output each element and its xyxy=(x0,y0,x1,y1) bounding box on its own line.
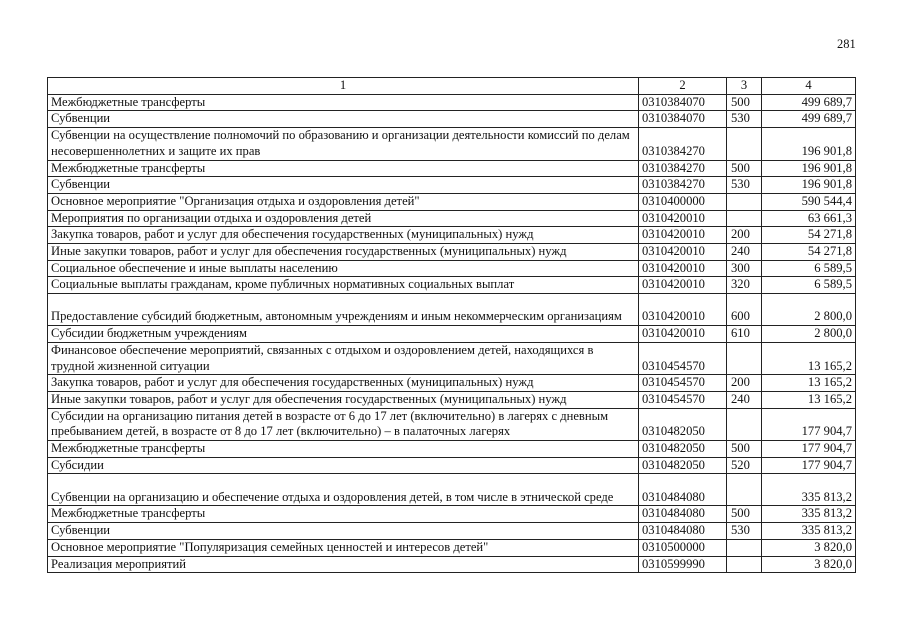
row-name-cell: Предоставление субсидий бюджетным, автономным учреждениям и иным некоммерческим организациям xyxy=(48,294,639,326)
row-amount-cell: 499 689,7 xyxy=(762,94,856,111)
table-row xyxy=(48,294,856,326)
table-row xyxy=(48,177,856,194)
table-row xyxy=(48,193,856,210)
table-row xyxy=(48,277,856,294)
row-amount-cell: 177 904,7 xyxy=(762,441,856,458)
row-code-cell: 0310454570 xyxy=(639,342,727,374)
table-row xyxy=(48,556,856,573)
row-type-cell xyxy=(727,408,762,440)
row-amount-cell: 54 271,8 xyxy=(762,244,856,261)
row-type-cell: 500 xyxy=(727,441,762,458)
table-row xyxy=(48,474,856,506)
row-name-cell: Реализация мероприятий xyxy=(48,556,639,573)
row-type-cell: 600 xyxy=(727,294,762,326)
table-row xyxy=(48,342,856,374)
row-code-cell: 0310454570 xyxy=(639,391,727,408)
row-code-cell: 0310482050 xyxy=(639,408,727,440)
row-code-cell: 0310384270 xyxy=(639,128,727,160)
row-amount-cell: 335 813,2 xyxy=(762,523,856,540)
row-code-cell: 0310384070 xyxy=(639,111,727,128)
table-row xyxy=(48,160,856,177)
row-code-cell: 0310384270 xyxy=(639,177,727,194)
row-amount-cell: 54 271,8 xyxy=(762,227,856,244)
row-amount-cell: 590 544,4 xyxy=(762,193,856,210)
row-code-cell: 0310420010 xyxy=(639,244,727,261)
row-amount-cell: 13 165,2 xyxy=(762,375,856,392)
row-name-cell: Мероприятия по организации отдыха и оздоровления детей xyxy=(48,210,639,227)
row-type-cell xyxy=(727,193,762,210)
table-row xyxy=(48,128,856,160)
row-code-cell: 0310384070 xyxy=(639,94,727,111)
row-type-cell xyxy=(727,342,762,374)
row-name-cell: Межбюджетные трансферты xyxy=(48,441,639,458)
row-type-cell: 200 xyxy=(727,375,762,392)
row-type-cell: 500 xyxy=(727,506,762,523)
table-row xyxy=(48,441,856,458)
row-amount-cell: 335 813,2 xyxy=(762,506,856,523)
row-name-cell: Закупка товаров, работ и услуг для обеспечения государственных (муниципальных) нужд xyxy=(48,375,639,392)
row-name-cell: Субвенции на осуществление полномочий по образованию и организации деятельности комиссий по делам несовершеннолетних и защите их прав xyxy=(48,128,639,160)
row-code-cell: 0310384270 xyxy=(639,160,727,177)
row-amount-cell: 2 800,0 xyxy=(762,294,856,326)
row-type-cell xyxy=(727,210,762,227)
row-code-cell: 0310420010 xyxy=(639,277,727,294)
row-amount-cell: 2 800,0 xyxy=(762,326,856,343)
row-name-cell: Субвенции на организацию и обеспечение отдыха и оздоровления детей, в том числе в этнической среде xyxy=(48,474,639,506)
row-type-cell: 240 xyxy=(727,244,762,261)
table-row xyxy=(48,326,856,343)
row-name-cell: Межбюджетные трансферты xyxy=(48,94,639,111)
row-name-cell: Субвенции xyxy=(48,111,639,128)
row-type-cell: 610 xyxy=(727,326,762,343)
row-amount-cell: 177 904,7 xyxy=(762,457,856,474)
row-type-cell: 530 xyxy=(727,523,762,540)
column-header-amount: 4 xyxy=(762,78,856,95)
row-amount-cell: 196 901,8 xyxy=(762,128,856,160)
row-name-cell: Субвенции xyxy=(48,523,639,540)
row-code-cell: 0310420010 xyxy=(639,210,727,227)
table-row xyxy=(48,260,856,277)
row-amount-cell: 3 820,0 xyxy=(762,539,856,556)
table-row xyxy=(48,111,856,128)
table-row xyxy=(48,244,856,261)
row-amount-cell: 177 904,7 xyxy=(762,408,856,440)
row-type-cell: 240 xyxy=(727,391,762,408)
row-name-cell: Закупка товаров, работ и услуг для обеспечения государственных (муниципальных) нужд xyxy=(48,227,639,244)
table-row xyxy=(48,539,856,556)
row-name-cell: Социальное обеспечение и иные выплаты населению xyxy=(48,260,639,277)
table-row xyxy=(48,506,856,523)
row-type-cell: 530 xyxy=(727,111,762,128)
row-amount-cell: 13 165,2 xyxy=(762,391,856,408)
row-name-cell: Субсидии xyxy=(48,457,639,474)
row-amount-cell: 63 661,3 xyxy=(762,210,856,227)
row-name-cell: Основное мероприятие "Популяризация семейных ценностей и интересов детей" xyxy=(48,539,639,556)
table-row xyxy=(48,210,856,227)
row-name-cell: Иные закупки товаров, работ и услуг для обеспечения государственных (муниципальных) нужд xyxy=(48,391,639,408)
table-row xyxy=(48,375,856,392)
row-code-cell: 0310484080 xyxy=(639,506,727,523)
row-name-cell: Межбюджетные трансферты xyxy=(48,506,639,523)
row-type-cell xyxy=(727,556,762,573)
row-amount-cell: 196 901,8 xyxy=(762,160,856,177)
row-name-cell: Иные закупки товаров, работ и услуг для обеспечения государственных (муниципальных) нужд xyxy=(48,244,639,261)
row-code-cell: 0310420010 xyxy=(639,294,727,326)
row-name-cell: Финансовое обеспечение мероприятий, связанных с отдыхом и оздоровлением детей, находящихся в трудной жизненной ситуации xyxy=(48,342,639,374)
column-number-header-row xyxy=(48,78,856,95)
row-type-cell xyxy=(727,539,762,556)
row-code-cell: 0310420010 xyxy=(639,227,727,244)
row-type-cell: 530 xyxy=(727,177,762,194)
row-amount-cell: 13 165,2 xyxy=(762,342,856,374)
row-code-cell: 0310482050 xyxy=(639,441,727,458)
page-number: 281 xyxy=(837,37,856,51)
row-code-cell: 0310420010 xyxy=(639,260,727,277)
row-name-cell: Межбюджетные трансферты xyxy=(48,160,639,177)
row-name-cell: Субсидии на организацию питания детей в возрасте от 6 до 17 лет (включительно) в лагерях с дневным пребыванием детей, в возрасте от 8 до 17 лет (включительно) – в палаточных лагерях xyxy=(48,408,639,440)
row-code-cell: 0310484080 xyxy=(639,523,727,540)
row-amount-cell: 3 820,0 xyxy=(762,556,856,573)
table-row xyxy=(48,408,856,440)
row-type-cell xyxy=(727,128,762,160)
row-name-cell: Социальные выплаты гражданам, кроме публичных нормативных социальных выплат xyxy=(48,277,639,294)
row-amount-cell: 499 689,7 xyxy=(762,111,856,128)
row-type-cell: 500 xyxy=(727,94,762,111)
row-type-cell: 300 xyxy=(727,260,762,277)
row-amount-cell: 196 901,8 xyxy=(762,177,856,194)
row-type-cell xyxy=(727,474,762,506)
row-name-cell: Основное мероприятие "Организация отдыха и оздоровления детей" xyxy=(48,193,639,210)
table-row xyxy=(48,227,856,244)
row-type-cell: 500 xyxy=(727,160,762,177)
table-row xyxy=(48,94,856,111)
row-amount-cell: 335 813,2 xyxy=(762,474,856,506)
budget-table-body xyxy=(48,78,856,573)
row-type-cell: 200 xyxy=(727,227,762,244)
table-row xyxy=(48,391,856,408)
row-code-cell: 0310484080 xyxy=(639,474,727,506)
row-amount-cell: 6 589,5 xyxy=(762,277,856,294)
row-amount-cell: 6 589,5 xyxy=(762,260,856,277)
column-header-code: 2 xyxy=(639,78,727,95)
row-code-cell: 0310400000 xyxy=(639,193,727,210)
column-header-name: 1 xyxy=(48,78,639,95)
budget-table xyxy=(47,77,856,573)
row-code-cell: 0310500000 xyxy=(639,539,727,556)
row-name-cell: Субсидии бюджетным учреждениям xyxy=(48,326,639,343)
column-header-type: 3 xyxy=(727,78,762,95)
row-code-cell: 0310599990 xyxy=(639,556,727,573)
row-type-cell: 520 xyxy=(727,457,762,474)
row-name-cell: Субвенции xyxy=(48,177,639,194)
row-type-cell: 320 xyxy=(727,277,762,294)
row-code-cell: 0310420010 xyxy=(639,326,727,343)
row-code-cell: 0310454570 xyxy=(639,375,727,392)
table-row xyxy=(48,523,856,540)
table-row xyxy=(48,457,856,474)
row-code-cell: 0310482050 xyxy=(639,457,727,474)
